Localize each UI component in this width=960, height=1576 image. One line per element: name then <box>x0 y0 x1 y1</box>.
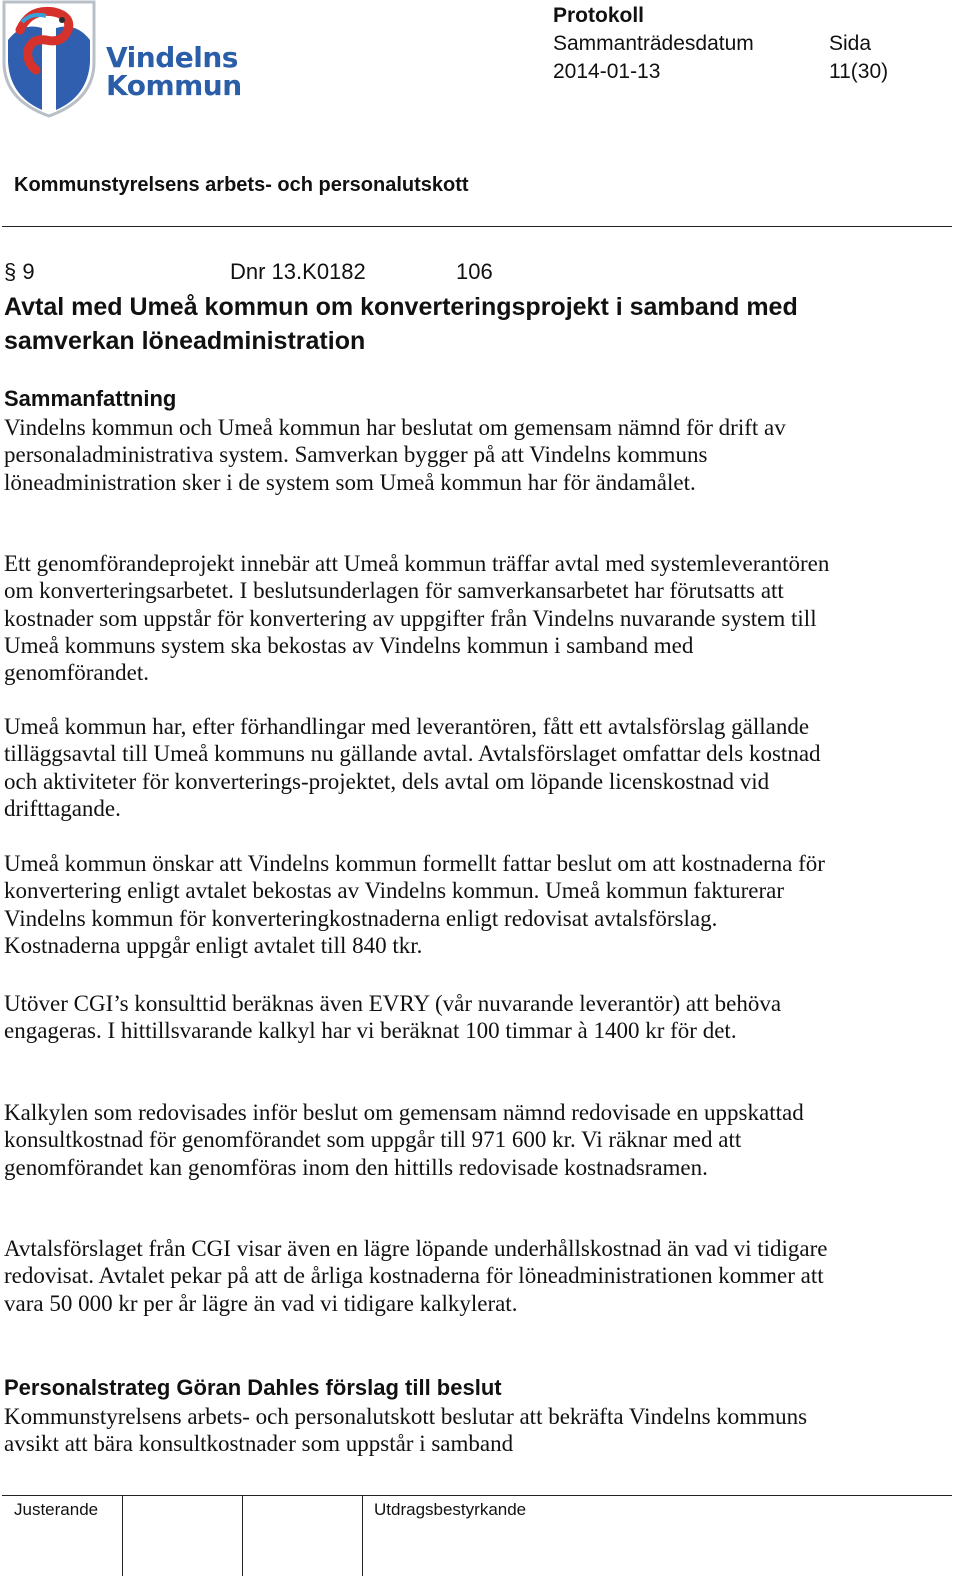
footer-utdragsbestyrkande-label: Utdragsbestyrkande <box>374 1500 527 1519</box>
summary-paragraph: Utöver CGI’s konsulttid beräknas även EVRY (vår nuvarande leverantör) att behöva engageras. I hittillsvarande kalkyl har vi beräknat 100 timmar à 1400 kr för det. <box>4 991 782 1044</box>
footer-signature-box <box>242 1496 243 1576</box>
document-type: Protokoll <box>553 4 645 27</box>
item-title: Avtal med Umeå kommun om konverteringsprojekt i samband med samverkan löneadministration <box>4 293 798 355</box>
summary-paragraph: Kalkylen som redovisades inför beslut om gemensam nämnd redovisade en uppskattad konsultkostnad för genomförandet som uppgår till 971 600 kr. Vi räknar med att genomförandet kan genomföras inom den hittills redovisade kostnadsramen. <box>4 1100 804 1180</box>
municipality-logo <box>2 0 242 118</box>
proposal-text: Kommunstyrelsens arbets- och personalutskott beslutar att bekräfta Vindelns kommuns avsikt att bära konsultkostnader som uppstår i samband <box>4 1404 808 1457</box>
summary-paragraph: Avtalsförslaget från CGI visar även en lägre löpande underhållskostnad än vad vi tidigare redovisat. Avtalet pekar på att de årliga kostnaderna för löneadministrationen kommer att vara 50 000 kr per år lägre än vad vi tidigare kalkylerat. <box>4 1236 828 1316</box>
header-divider <box>2 226 952 227</box>
coat-of-arms-icon <box>2 0 102 118</box>
footer-divider <box>2 1495 952 1496</box>
footer-signature-box <box>362 1496 363 1576</box>
meeting-date: 2014-01-13 <box>553 60 661 83</box>
municipality-wordmark <box>106 41 242 102</box>
paragraph-number: § 9 <box>4 259 35 284</box>
proposal-heading: Personalstrateg Göran Dahles förslag till beslut <box>4 1375 502 1400</box>
summary-paragraph: Umeå kommun har, efter förhandlingar med leverantören, fått ett avtalsförslag gällande tilläggsavtal till Umeå kommuns nu gällande avtal. Avtalsförslaget omfattar dels kostnad och aktiviteter för konverterings-projektet, dels avtal om löpande licenskostnad vid drifttagande. <box>4 714 821 821</box>
wordmark-line-1: Vindelns <box>106 41 238 74</box>
footer-signature-box <box>122 1496 123 1576</box>
summary-paragraph: Vindelns kommun och Umeå kommun har beslutat om gemensam nämnd för drift av personaladministrativa system. Samverkan bygger på att Vindelns kommuns löneadministration sker i de system som Umeå kommun har för ändamålet. <box>4 415 786 495</box>
wordmark-line-2: Kommun <box>106 69 242 102</box>
page-label: Sida <box>829 32 872 55</box>
meeting-date-label: Sammanträdesdatum <box>553 32 754 55</box>
summary-paragraph: Umeå kommun önskar att Vindelns kommun formellt fattar beslut om att kostnaderna för konvertering enligt avtalet bekostas av Vindelns kommun. Umeå kommun fakturerar Vindelns kommun för konverteringkostnaderna enligt redovisat avtalsförslag. Kostnaderna uppgår enligt avtalet till 840 tkr. <box>4 851 825 958</box>
reference-number: 106 <box>456 259 493 284</box>
summary-paragraph: Ett genomförandeprojekt innebär att Umeå kommun träffar avtal med systemleverantören om konverteringsarbetet. I beslutsunderlagen för samverkansarbetet har förutsatts att kostnader som uppstår för konvertering av uppgifter från Vindelns nuvarande system till Umeå kommuns system ska bekostas av Vindelns kommun i samband med genomförandet. <box>4 551 830 686</box>
summary-heading: Sammanfattning <box>4 386 177 411</box>
diary-number: Dnr 13.K0182 <box>230 259 366 284</box>
page-number: 11(30) <box>829 60 889 83</box>
committee-name: Kommunstyrelsens arbets- och personalutskott <box>14 174 469 196</box>
footer-justerande-label: Justerande <box>14 1500 99 1519</box>
